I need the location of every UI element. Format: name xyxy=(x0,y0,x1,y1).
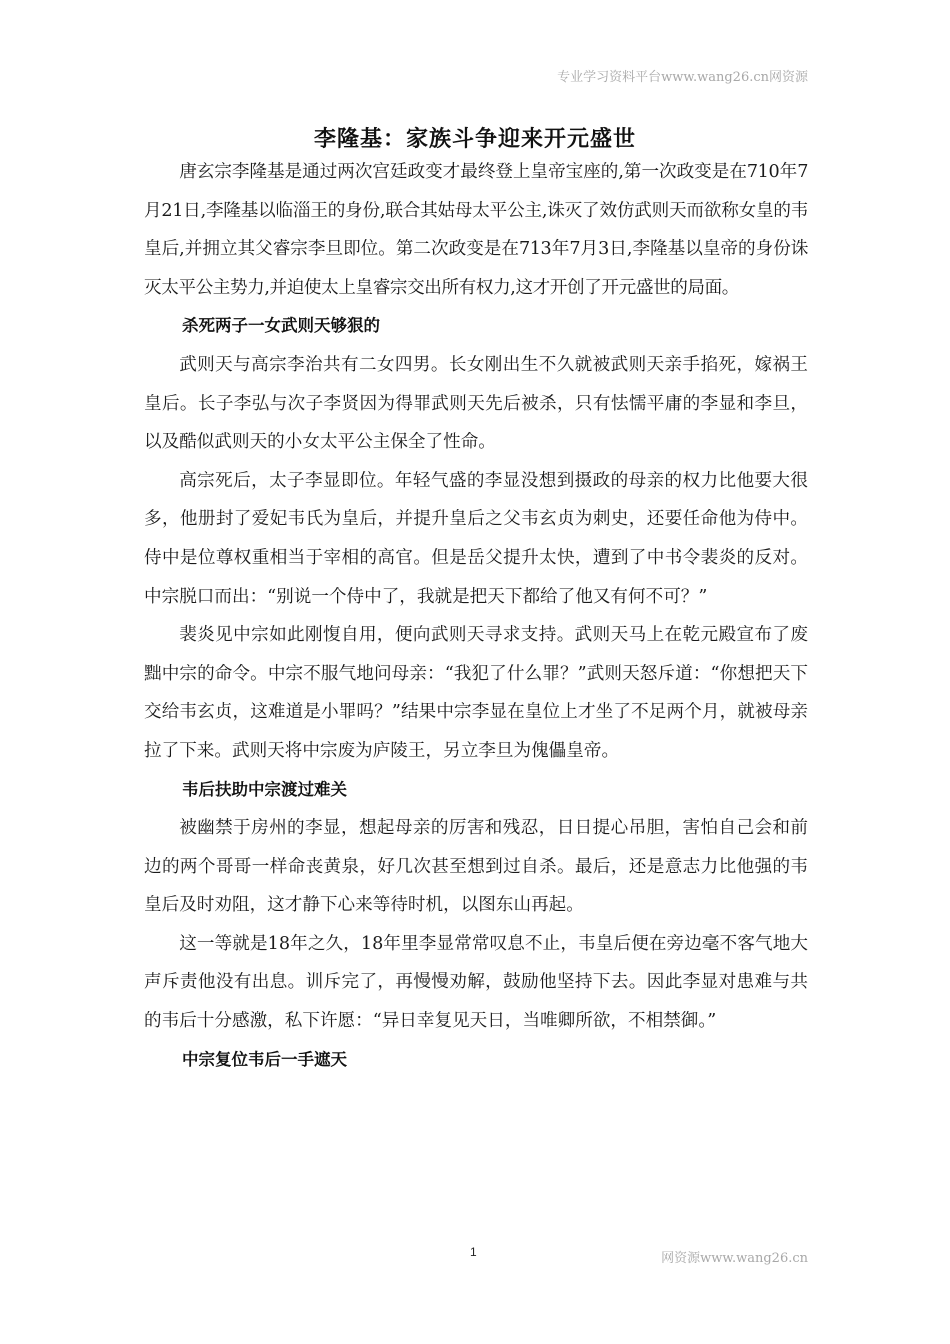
section-heading-wu-zetian: 杀死两子一女武则天够狠的 xyxy=(181,316,380,336)
document-title: 李隆基：家族斗争迎来开元盛世 xyxy=(313,127,636,152)
section-heading-wei-empress: 韦后扶助中宗渡过难关 xyxy=(181,779,347,799)
paragraph-gaozong-death: 高宗死后，太子李显即位。年轻气盛的李显没想到摄政的母亲的权力比他要大很多，他册封了爱妃韦氏为皇后，并提升皇后之父韦玄贞为刺史，还要任命他为侍中。侍中是位尊权重相当于宰相的高官。但是岳父提升太快，遭到了中书令裴炎的反对。中宗脱口而出：“别说一个侍中了，我就是把天下都给了他又有何不可？” xyxy=(144,470,808,607)
section-heading-restoration: 中宗复位韦后一手遮天 xyxy=(181,1049,347,1069)
document-body xyxy=(144,153,808,1079)
footer-watermark-text: 网资源www.wang26.cn xyxy=(661,1251,808,1266)
paragraph-intro: 唐玄宗李隆基是通过两次宫廷政变才最终登上皇帝宝座的,第一次政变是在710年7月21日,李隆基以临淄王的身份,联合其姑母太平公主,诛灭了效仿武则天而欲称女皇的韦皇后,并拥立其父睿宗李旦即位。第二次政变是在713年7月3日,李隆基以皇帝的身份诛灭太平公主势力,并迫使太上皇睿宗交出所有权力,这才开创了开元盛世的局面。 xyxy=(144,162,808,298)
paragraph-wu-zetian-children: 武则天与高宗李治共有二女四男。长女刚出生不久就被武则天亲手掐死，嫁祸王皇后。长子李弘与次子李贤因为得罪武则天先后被杀，只有怯懦平庸的李显和李旦，以及酷似武则天的小女太平公主保全了性命。 xyxy=(144,354,808,453)
paragraph-pei-yan: 裴炎见中宗如此刚愎自用，便向武则天寻求支持。武则天马上在乾元殿宣布了废黜中宗的命令。中宗不服气地问母亲：“我犯了什么罪？”武则天怒斥道：“你想把天下交给韦玄贞，这难道是小罪吗？”结果中宗李显在皇位上才坐了不足两个月，就被母亲拉了下来。武则天将中宗废为庐陵王，另立李旦为傀儡皇帝。 xyxy=(144,625,808,761)
header-watermark-text: 专业学习资料平台www.wang26.cn网资源 xyxy=(557,70,808,85)
page-number: 1 xyxy=(470,1245,477,1259)
paragraph-fangzhou-exile: 被幽禁于房州的李显，想起母亲的厉害和残忍，日日提心吊胆，害怕自己会和前边的两个哥哥一样命丧黄泉，好几次甚至想到过自杀。最后，还是意志力比他强的韦皇后及时劝阻，这才静下心来等待时机，以图东山再起。 xyxy=(144,818,808,916)
paragraph-eighteen-years: 这一等就是18年之久，18年里李显常常叹息不止，韦皇后便在旁边毫不客气地大声斥责他没有出息。训斥完了，再慢慢劝解，鼓励他坚持下去。因此李显对患难与共的韦后十分感激，私下许愿：“异日幸复见天日，当唯卿所欲，不相禁御。” xyxy=(144,933,808,1032)
